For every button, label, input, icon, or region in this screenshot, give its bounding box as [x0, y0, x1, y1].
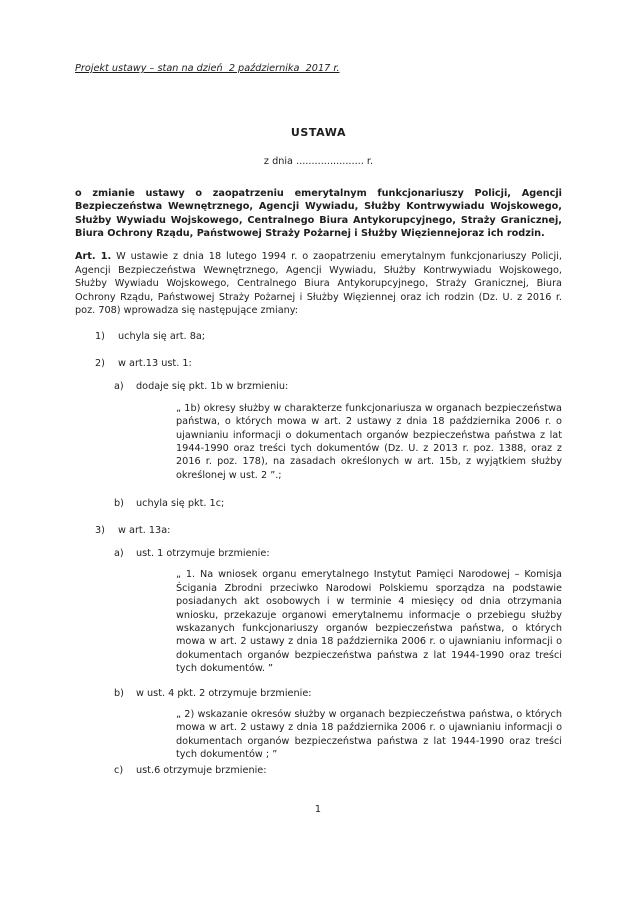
item-text: uchyla się art. 8a;	[118, 331, 206, 343]
amendment-item-1	[95, 330, 562, 343]
quoted-provision: „ 1b) okresy służby w charakterze funkcjonariusza w organach bezpieczeństwa państwa, o których mowa w art. 2 ustawy z dnia 18 października 2006 r. o ujawnianiu informacji o dokumentach organów bezpieczeństwa państwa z lat 1944-1990 oraz treści tych dokumentów (Dz. U. z 2013 r. poz. 1388, oraz z 2016 r. poz. 178), na zasadach określonych w art. 15b, z wyjątkiem służby określonej w ust. 2 ”.;	[176, 402, 562, 481]
date-placeholder-line: z dnia ...................... r.	[263, 156, 374, 168]
item-text: w art. 13a:	[118, 524, 171, 536]
document-title: USTAWA	[290, 126, 347, 140]
subitem-text: w ust. 4 pkt. 2 otrzymuje brzmienie:	[136, 687, 312, 699]
subitem-3a	[114, 547, 562, 676]
page-number: 1	[314, 804, 322, 815]
quoted-provision: „ 1. Na wniosek organu emerytalnego Instytut Pamięci Narodowej – Komisja Ścigania Zbrodni przeciwko Narodowi Polskiemu sporządza na podstawie posiadanych akt osobowych i w terminie 4 miesięcy od dnia otrzymania wniosku, przekazuje organowi emerytalnemu informacje o przebiegu służby wskazanych funkcjonariuszy organów bezpieczeństwa państwa, o których mowa w art. 2 ustawy z dnia 18 października 2006 r. o ujawnianiu informacji o dokumentach organów bezpieczeństwa państwa z lat 1944-1990 oraz treści tych dokumentów. ”	[176, 569, 562, 675]
quoted-provision: „ 2) wskazanie okresów służby w organach bezpieczeństwa państwa, o których mowa w art. 2 ustawy z dnia 18 października 2006 r. o ujawnianiu informacji o dokumentach organów bezpieczeństwa państwa z lat 1944-1990 oraz treści tych dokumentów ; ”	[176, 709, 562, 761]
article-label: Art. 1.	[75, 251, 112, 263]
subitem-marker: b)	[114, 498, 124, 510]
subitem-text: dodaje się pkt. 1b w brzmieniu:	[136, 381, 289, 393]
subitem-row	[114, 764, 562, 777]
subitem-row	[114, 497, 562, 510]
item-marker: 3)	[95, 524, 105, 536]
item-marker: 1)	[95, 331, 105, 343]
subitem-row	[114, 687, 562, 700]
amendments-list	[75, 330, 562, 777]
subitem-row	[114, 380, 562, 393]
subitem-marker: a)	[114, 547, 124, 559]
draft-status-note: Projekt ustawy – stan na dzień 2 października 2017 r.	[75, 63, 340, 74]
subitem-marker: a)	[114, 381, 124, 393]
subitem-2b	[114, 497, 562, 510]
item-text: w art.13 ust. 1:	[118, 357, 192, 369]
amendment-item-2	[75, 357, 562, 511]
article-1-paragraph	[75, 250, 562, 317]
subitem-row	[114, 547, 562, 560]
subitem-text: ust.6 otrzymuje brzmienie:	[136, 764, 267, 776]
subitem-text: uchyla się pkt. 1c;	[136, 498, 225, 510]
amendment-item-3	[75, 524, 562, 778]
item-row	[95, 357, 562, 370]
subitem-3c	[114, 764, 562, 777]
subitem-text: ust. 1 otrzymuje brzmienie:	[136, 547, 270, 559]
item-row	[95, 524, 562, 537]
subitem-marker: c)	[114, 764, 124, 776]
article-text: W ustawie z dnia 18 lutego 1994 r. o zaopatrzeniu emerytalnym funkcjonariuszy Policji, Agencji Bezpieczeństwa Wewnętrznego, Agencji Wywiadu, Służby Kontrwywiadu Wojskowego, Służby Wywiadu Wojskowego, Centralnego Biura Antykorupcyjnego, Straży Granicznej, Biura Ochrony Rządu, Państwowej Straży Pożarnej i Służby Więziennej oraz ich rodzin (Dz. U. z 2016 r. poz. 708) wprowadza się następujące zmiany:	[75, 251, 562, 317]
item-marker: 2)	[95, 357, 105, 369]
subitem-marker: b)	[114, 687, 124, 699]
act-subject-paragraph: o zmianie ustawy o zaopatrzeniu emerytalnym funkcjonariuszy Policji, Agencji Bezpieczeństwa Wewnętrznego, Agencji Wywiadu, Służby Kontrwywiadu Wojskowego, Służby Wywiadu Wojskowego, Centralnego Biura Antykorupcyjnego, Straży Granicznej, Biura Ochrony Rządu, Państwowej Straży Pożarnej i Służby Więziennejoraz ich rodzin.	[75, 187, 562, 240]
subitem-2a	[114, 380, 562, 482]
subitem-3b	[114, 687, 562, 762]
